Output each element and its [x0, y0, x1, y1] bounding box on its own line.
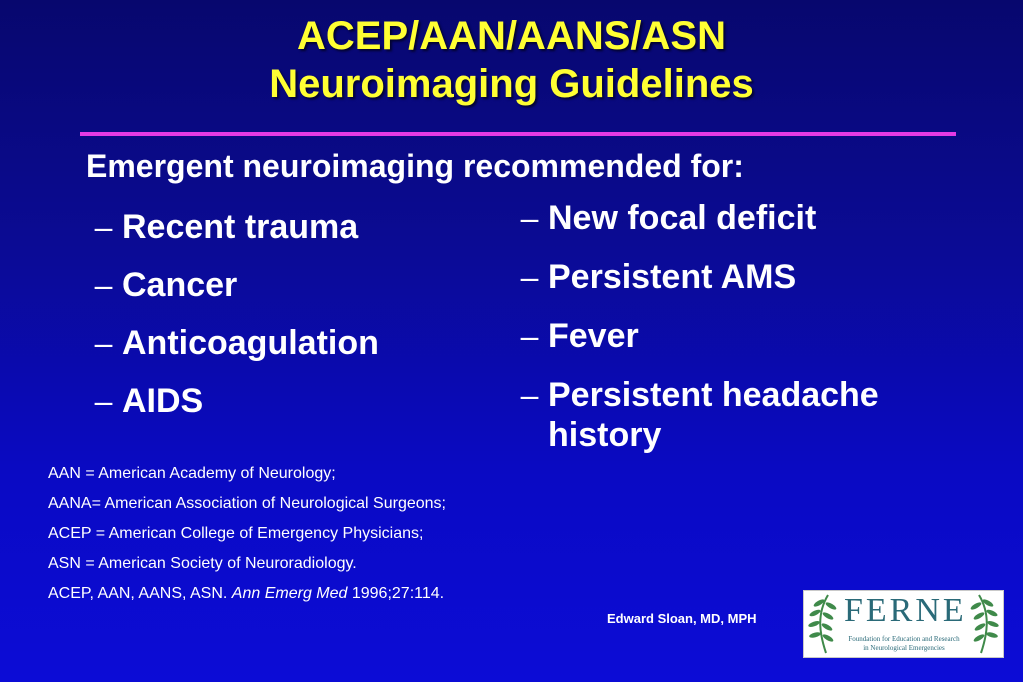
title-divider [80, 132, 956, 136]
logo-tagline-line-2: in Neurological Emergencies [863, 644, 945, 652]
list-item [94, 207, 492, 247]
logo-tagline-line-1: Foundation for Education and Research [848, 635, 960, 643]
list-item-label: Persistent headache history [548, 376, 879, 454]
list-item [94, 323, 492, 363]
citation [48, 579, 446, 609]
fern-leaf-left-icon [806, 591, 842, 655]
list-item [94, 265, 492, 305]
list-item [520, 375, 978, 455]
list-item [520, 198, 978, 238]
ferne-logo [803, 590, 1004, 658]
dash-bullet: – [94, 209, 113, 245]
author-credit: Edward Sloan, MD, MPH [607, 611, 757, 626]
dash-bullet: – [94, 325, 113, 361]
note-asn: ASN = American Society of Neuroradiology. [48, 555, 357, 572]
dash-bullet: – [520, 377, 539, 413]
note-acep: ACEP = American College of Emergency Physicians; [48, 525, 424, 542]
left-bullet-list [94, 207, 492, 439]
slide-title-line-1: ACEP/AAN/AANS/ASN [297, 14, 726, 58]
citation-journal: Ann Emerg Med [231, 585, 348, 602]
dash-bullet: – [520, 200, 539, 236]
dash-bullet: – [94, 267, 113, 303]
slide-title-line-2: Neuroimaging Guidelines [269, 62, 754, 106]
abbreviation-notes [48, 459, 446, 609]
slide-title [0, 12, 1023, 108]
right-bullet-list [520, 198, 978, 474]
note-aana: AANA= American Association of Neurological Surgeons; [48, 495, 446, 512]
citation-reference: 1996;27:114. [347, 585, 445, 602]
dash-bullet: – [520, 259, 539, 295]
list-item [94, 381, 492, 421]
list-item [520, 316, 978, 356]
list-item-label: Cancer [122, 266, 238, 304]
list-item-label: AIDS [122, 382, 204, 420]
fern-leaf-right-icon [965, 591, 1001, 655]
logo-wordmark: FERNE [844, 592, 967, 629]
list-item-label: Persistent AMS [548, 258, 797, 296]
slide-subtitle: Emergent neuroimaging recommended for: [86, 148, 744, 184]
list-item-label: Fever [548, 317, 639, 355]
list-item [520, 257, 978, 297]
list-item-label: Recent trauma [122, 208, 359, 246]
dash-bullet: – [520, 318, 539, 354]
dash-bullet: – [94, 383, 113, 419]
list-item-label: New focal deficit [548, 199, 817, 237]
citation-authors: ACEP, AAN, AANS, ASN. [48, 585, 232, 602]
list-item-label: Anticoagulation [122, 324, 379, 362]
note-aan: AAN = American Academy of Neurology; [48, 465, 336, 482]
